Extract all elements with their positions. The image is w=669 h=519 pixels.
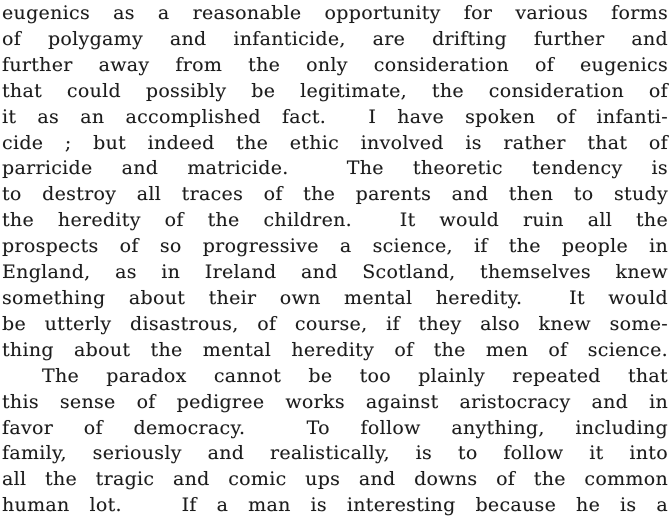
text-line: all the tragic and comic ups and downs of the common — [2, 468, 668, 491]
text-line: the heredity of the children. It would ruin all the — [2, 209, 668, 232]
text-line: eugenics as a reasonable opportunity for various forms — [2, 2, 668, 24]
text-line: England, as in Ireland and Scotland, themselves knew — [2, 261, 668, 284]
text-line: family, seriously and realistically, is to follow it into — [2, 442, 668, 465]
text-line: The paradox cannot be too plainly repeated that — [42, 364, 668, 387]
text-line: human lot. If a man is interesting because he is a — [2, 494, 668, 517]
text-line: be utterly disastrous, of course, if they also knew some- — [2, 312, 668, 335]
text-line: to destroy all traces of the parents and then to study — [2, 183, 668, 206]
text-line: that could possibly be legitimate, the consideration of — [2, 79, 668, 102]
paragraph-paradox — [2, 364, 668, 519]
text-line: cide ; but indeed the ethic involved is rather that of — [2, 131, 668, 154]
text-line: it as an accomplished fact. I have spoken of infanti- — [2, 105, 668, 128]
text-line: thing about the mental heredity of the men of science. — [2, 338, 668, 361]
text-line: favor of democracy. To follow anything, including — [2, 416, 668, 439]
text-line: parricide and matricide. The theoretic tendency is — [2, 157, 668, 180]
paragraph-continuation — [2, 1, 668, 364]
text-line: further away from the only consideration of eugenics — [2, 53, 668, 76]
text-line: this sense of pedigree works against aristocracy and in — [2, 390, 668, 413]
text-line: something about their own mental heredity. It would — [2, 286, 668, 309]
text-line: prospects of so progressive a science, if the people in — [2, 235, 668, 258]
text-line: of polygamy and infanticide, are drifting further and — [2, 27, 668, 50]
